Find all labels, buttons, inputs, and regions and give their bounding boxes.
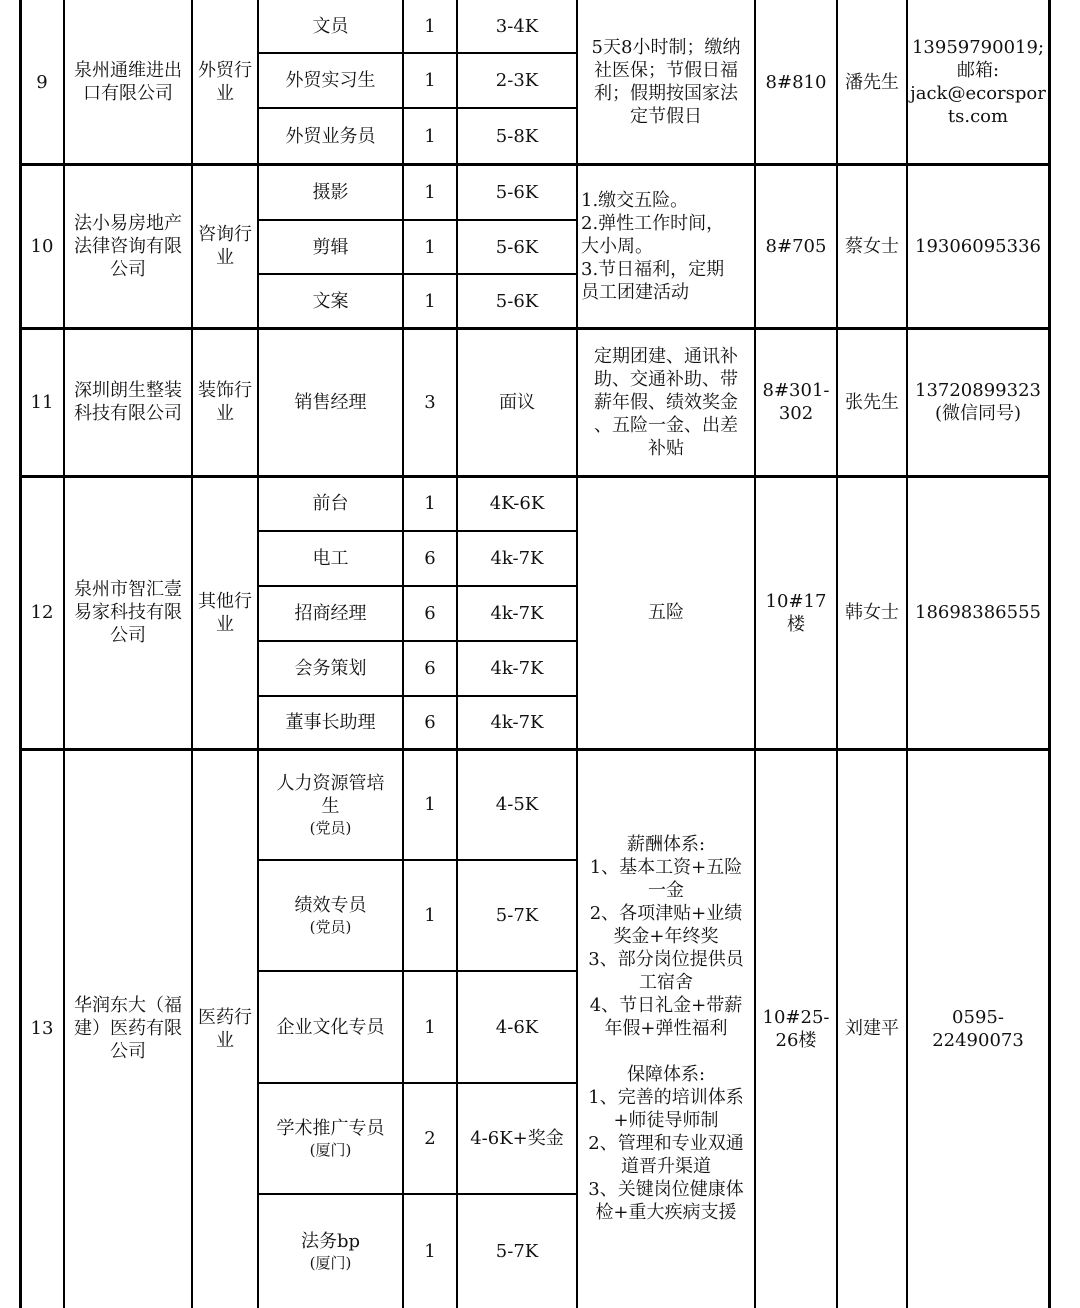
booth-location-text: 10#17楼 bbox=[765, 590, 827, 635]
sub-row-divider bbox=[258, 970, 577, 972]
company-name bbox=[64, 0, 192, 164]
position-title-text: 前台 bbox=[312, 493, 349, 514]
salary-cell-text: 4-6K bbox=[495, 1016, 539, 1038]
position-title-text: 外贸业务员 bbox=[285, 125, 376, 147]
headcount-cell-text: 1 bbox=[424, 1016, 436, 1038]
salary-cell bbox=[457, 1194, 577, 1308]
position-title bbox=[258, 531, 403, 586]
salary-cell-text: 4-6K+奖金 bbox=[470, 1128, 564, 1149]
position-title bbox=[258, 476, 403, 531]
contact-phone-text: 19306095336 bbox=[915, 235, 1041, 257]
sub-row-divider bbox=[258, 859, 577, 861]
position-note: (党员) bbox=[309, 918, 352, 936]
row-number-text: 9 bbox=[36, 71, 48, 93]
column-divider bbox=[191, 0, 193, 1308]
column-divider bbox=[576, 0, 578, 1308]
headcount-cell bbox=[403, 1083, 457, 1194]
position-title-group bbox=[295, 894, 367, 937]
salary-cell-text: 4-5K bbox=[495, 794, 539, 815]
headcount-cell bbox=[403, 164, 457, 220]
row-divider bbox=[20, 475, 1049, 478]
salary-cell bbox=[457, 0, 577, 53]
headcount-cell-text: 2 bbox=[424, 1128, 436, 1149]
headcount-cell-text: 1 bbox=[424, 181, 436, 203]
position-title-text: 剪辑 bbox=[312, 236, 349, 258]
position-title bbox=[258, 971, 403, 1083]
contact-phone-text: 13720899323 (微信同号) bbox=[915, 380, 1041, 424]
salary-cell bbox=[457, 586, 577, 641]
headcount-cell-text: 3 bbox=[424, 391, 436, 413]
position-note: (党员) bbox=[309, 818, 352, 837]
position-title-text: 招商经理 bbox=[294, 603, 367, 624]
booth-location-text: 8#810 bbox=[765, 71, 827, 93]
salary-cell bbox=[457, 641, 577, 696]
position-title bbox=[258, 220, 403, 274]
position-title-text: 企业文化专员 bbox=[276, 1016, 385, 1038]
salary-cell-text: 5-6K bbox=[495, 181, 539, 203]
position-title bbox=[258, 328, 403, 476]
industry-cell bbox=[192, 0, 258, 164]
column-divider bbox=[906, 0, 908, 1308]
booth-location bbox=[755, 0, 837, 164]
benefits-cell bbox=[577, 476, 755, 749]
row-number-text: 13 bbox=[30, 1018, 54, 1039]
position-title-group bbox=[277, 1117, 385, 1160]
salary-cell bbox=[457, 1083, 577, 1194]
benefits-cell-text: 定期团建、通讯补 助、交通补助、带 薪年假、绩效奖金 、五险一金、出差 补贴 bbox=[594, 345, 738, 459]
headcount-cell-text: 6 bbox=[424, 603, 436, 624]
contact-person bbox=[837, 164, 907, 328]
row-number bbox=[20, 0, 64, 164]
company-name-text: 深圳朗生整装 科技有限公司 bbox=[74, 380, 182, 424]
contact-person bbox=[837, 476, 907, 749]
row-number bbox=[20, 328, 64, 476]
position-title-text: 学术推广专员 bbox=[276, 1118, 385, 1139]
industry-cell bbox=[192, 749, 258, 1308]
benefits-cell bbox=[577, 328, 755, 476]
column-divider bbox=[257, 0, 259, 1308]
industry-cell-text: 咨询行 业 bbox=[198, 224, 252, 268]
headcount-cell-text: 1 bbox=[424, 905, 436, 926]
position-title-group bbox=[301, 1230, 360, 1273]
position-title-group bbox=[277, 772, 385, 838]
salary-cell bbox=[457, 749, 577, 860]
sub-row-divider bbox=[258, 695, 577, 697]
position-title bbox=[258, 108, 403, 164]
sub-row-divider bbox=[258, 1082, 577, 1084]
position-title bbox=[258, 696, 403, 749]
headcount-cell bbox=[403, 641, 457, 696]
headcount-cell bbox=[403, 328, 457, 476]
row-number bbox=[20, 476, 64, 749]
salary-cell-text: 4k-7K bbox=[490, 603, 544, 624]
booth-location bbox=[755, 164, 837, 328]
salary-cell bbox=[457, 108, 577, 164]
sub-row-divider bbox=[258, 219, 577, 221]
row-number-text: 10 bbox=[30, 235, 54, 257]
contact-phone-text: 18698386555 bbox=[915, 602, 1041, 623]
headcount-cell bbox=[403, 749, 457, 860]
industry-cell-text: 装饰行 业 bbox=[198, 380, 252, 424]
booth-location-text: 10#25- 26楼 bbox=[762, 1006, 830, 1051]
company-name-text: 华润东大（福 建）医药有限 公司 bbox=[74, 995, 182, 1062]
headcount-cell-text: 1 bbox=[424, 125, 436, 147]
contact-person bbox=[837, 0, 907, 164]
contact-phone bbox=[907, 164, 1049, 328]
salary-cell-text: 3-4K bbox=[495, 16, 539, 37]
salary-cell bbox=[457, 531, 577, 586]
contact-person bbox=[837, 328, 907, 476]
position-note: (厦门) bbox=[309, 1141, 352, 1159]
salary-cell-text: 2-3K bbox=[495, 70, 539, 91]
headcount-cell-text: 1 bbox=[424, 1240, 436, 1262]
position-title bbox=[258, 274, 403, 328]
sub-row-divider bbox=[258, 273, 577, 275]
position-title bbox=[258, 164, 403, 220]
position-title-text: 法务bp bbox=[300, 1230, 361, 1252]
company-name-text: 泉州通维进出 口有限公司 bbox=[74, 60, 182, 104]
salary-cell-text: 5-6K bbox=[495, 236, 539, 258]
salary-cell bbox=[457, 328, 577, 476]
contact-phone-text: 13959790019; 邮箱: jack@ecorspor ts.com bbox=[910, 37, 1046, 127]
position-title-text: 董事长助理 bbox=[285, 712, 376, 733]
position-title-text: 文案 bbox=[312, 290, 349, 312]
sub-row-divider bbox=[258, 585, 577, 587]
contact-person-text: 蔡女士 bbox=[845, 235, 899, 257]
benefits-cell-text: 5天8小时制；缴纳 社医保；节假日福 利；假期按国家法 定节假日 bbox=[591, 37, 741, 127]
sub-row-divider bbox=[258, 640, 577, 642]
salary-cell bbox=[457, 860, 577, 971]
row-divider bbox=[20, 163, 1049, 166]
headcount-cell bbox=[403, 0, 457, 53]
column-divider bbox=[1048, 0, 1051, 1308]
company-name bbox=[64, 749, 192, 1308]
sub-row-divider bbox=[258, 52, 577, 54]
salary-cell bbox=[457, 274, 577, 328]
position-title bbox=[258, 53, 403, 108]
company-name bbox=[64, 328, 192, 476]
position-title-text: 摄影 bbox=[312, 181, 349, 203]
booth-location bbox=[755, 476, 837, 749]
benefits-cell bbox=[577, 749, 755, 1308]
position-title bbox=[258, 749, 403, 860]
contact-phone bbox=[907, 328, 1049, 476]
headcount-cell bbox=[403, 476, 457, 531]
row-number bbox=[20, 164, 64, 328]
headcount-cell-text: 6 bbox=[424, 658, 436, 679]
booth-location-text: 8#301- 302 bbox=[762, 380, 830, 424]
headcount-cell bbox=[403, 696, 457, 749]
position-title-text: 外贸实习生 bbox=[285, 70, 376, 91]
booth-location-text: 8#705 bbox=[765, 235, 827, 257]
salary-cell-text: 面议 bbox=[499, 391, 535, 413]
headcount-cell-text: 1 bbox=[424, 16, 436, 37]
headcount-cell bbox=[403, 274, 457, 328]
contact-phone bbox=[907, 749, 1049, 1308]
sub-row-divider bbox=[258, 107, 577, 109]
row-divider bbox=[20, 748, 1049, 751]
benefits-cell-text: 五险 bbox=[648, 602, 684, 623]
contact-phone-text: 0595-22490073 bbox=[932, 1006, 1024, 1051]
salary-cell bbox=[457, 220, 577, 274]
column-divider bbox=[19, 0, 22, 1308]
column-divider bbox=[63, 0, 65, 1308]
salary-cell-text: 5-6K bbox=[495, 290, 539, 312]
position-title bbox=[258, 1194, 403, 1308]
salary-cell-text: 5-7K bbox=[495, 1240, 539, 1262]
salary-cell bbox=[457, 476, 577, 531]
salary-cell-text: 4K-6K bbox=[489, 493, 545, 514]
headcount-cell-text: 1 bbox=[424, 290, 436, 312]
row-divider bbox=[20, 327, 1049, 330]
salary-cell bbox=[457, 164, 577, 220]
headcount-cell-text: 1 bbox=[424, 493, 436, 514]
row-number bbox=[20, 749, 64, 1308]
position-title-text: 电工 bbox=[312, 548, 349, 569]
benefits-cell-text: 薪酬体系: 1、基本工资+五险 一金 2、各项津贴+业绩 奖金+年终奖 3、部分岗位提供员 工宿舍 4、节日礼金+带薪 年假+弹性福利 保障体系: 1、完善的培训体系 +师徒导师制 2、管理和专业双通 道晋升渠道 3、关键岗位健康体 检+重大疾病支援 bbox=[588, 834, 744, 1223]
salary-cell-text: 4k-7K bbox=[490, 658, 544, 679]
contact-person-text: 韩女士 bbox=[845, 602, 899, 623]
column-divider bbox=[456, 0, 458, 1308]
salary-cell bbox=[457, 53, 577, 108]
column-divider bbox=[402, 0, 404, 1308]
position-title bbox=[258, 860, 403, 971]
position-title-text: 销售经理 bbox=[294, 391, 367, 413]
salary-cell-text: 5-8K bbox=[495, 125, 539, 147]
benefits-cell-text: 1.缴交五险。 2.弹性工作时间， 大小周。 3.节日福利，定期 员工团建活动 bbox=[581, 189, 725, 303]
headcount-cell-text: 1 bbox=[424, 236, 436, 258]
sub-row-divider bbox=[258, 1193, 577, 1195]
company-name-text: 法小易房地产 法律咨询有限 公司 bbox=[74, 212, 182, 280]
headcount-cell bbox=[403, 220, 457, 274]
position-note: (厦门) bbox=[309, 1253, 352, 1272]
position-title-text: 文员 bbox=[312, 16, 349, 37]
salary-cell-text: 5-7K bbox=[495, 905, 539, 926]
booth-location bbox=[755, 749, 837, 1308]
row-number-text: 12 bbox=[30, 602, 54, 623]
headcount-cell-text: 1 bbox=[424, 794, 436, 815]
headcount-cell bbox=[403, 108, 457, 164]
contact-phone bbox=[907, 476, 1049, 749]
salary-cell-text: 4k-7K bbox=[490, 712, 544, 733]
position-title bbox=[258, 641, 403, 696]
position-title bbox=[258, 1083, 403, 1194]
company-name-text: 泉州市智汇壹 易家科技有限 公司 bbox=[74, 579, 182, 646]
industry-cell bbox=[192, 476, 258, 749]
industry-cell-text: 医药行 业 bbox=[198, 1006, 252, 1051]
headcount-cell bbox=[403, 860, 457, 971]
contact-person bbox=[837, 749, 907, 1308]
contact-person-text: 刘建平 bbox=[845, 1018, 899, 1039]
row-number-text: 11 bbox=[30, 391, 54, 413]
position-title-text: 会务策划 bbox=[294, 658, 367, 679]
headcount-cell bbox=[403, 971, 457, 1083]
industry-cell-text: 其他行 业 bbox=[198, 590, 252, 635]
headcount-cell-text: 1 bbox=[424, 70, 436, 91]
headcount-cell bbox=[403, 586, 457, 641]
benefits-cell bbox=[577, 164, 755, 328]
company-name bbox=[64, 164, 192, 328]
position-title bbox=[258, 0, 403, 53]
sub-row-divider bbox=[258, 530, 577, 532]
headcount-cell-text: 6 bbox=[424, 548, 436, 569]
position-title-text: 人力资源管培 生 bbox=[276, 772, 385, 817]
contact-phone bbox=[907, 0, 1049, 164]
salary-cell-text: 4k-7K bbox=[490, 548, 544, 569]
position-title bbox=[258, 586, 403, 641]
contact-person-text: 张先生 bbox=[845, 391, 899, 413]
headcount-cell bbox=[403, 1194, 457, 1308]
benefits-cell bbox=[577, 0, 755, 164]
position-title-text: 绩效专员 bbox=[294, 895, 367, 916]
headcount-cell-text: 6 bbox=[424, 712, 436, 733]
company-name bbox=[64, 476, 192, 749]
column-divider bbox=[754, 0, 756, 1308]
column-divider bbox=[836, 0, 838, 1308]
booth-location bbox=[755, 328, 837, 476]
salary-cell bbox=[457, 696, 577, 749]
headcount-cell bbox=[403, 531, 457, 586]
headcount-cell bbox=[403, 53, 457, 108]
industry-cell bbox=[192, 328, 258, 476]
industry-cell bbox=[192, 164, 258, 328]
industry-cell-text: 外贸行 业 bbox=[198, 60, 252, 104]
salary-cell bbox=[457, 971, 577, 1083]
contact-person-text: 潘先生 bbox=[845, 71, 899, 93]
